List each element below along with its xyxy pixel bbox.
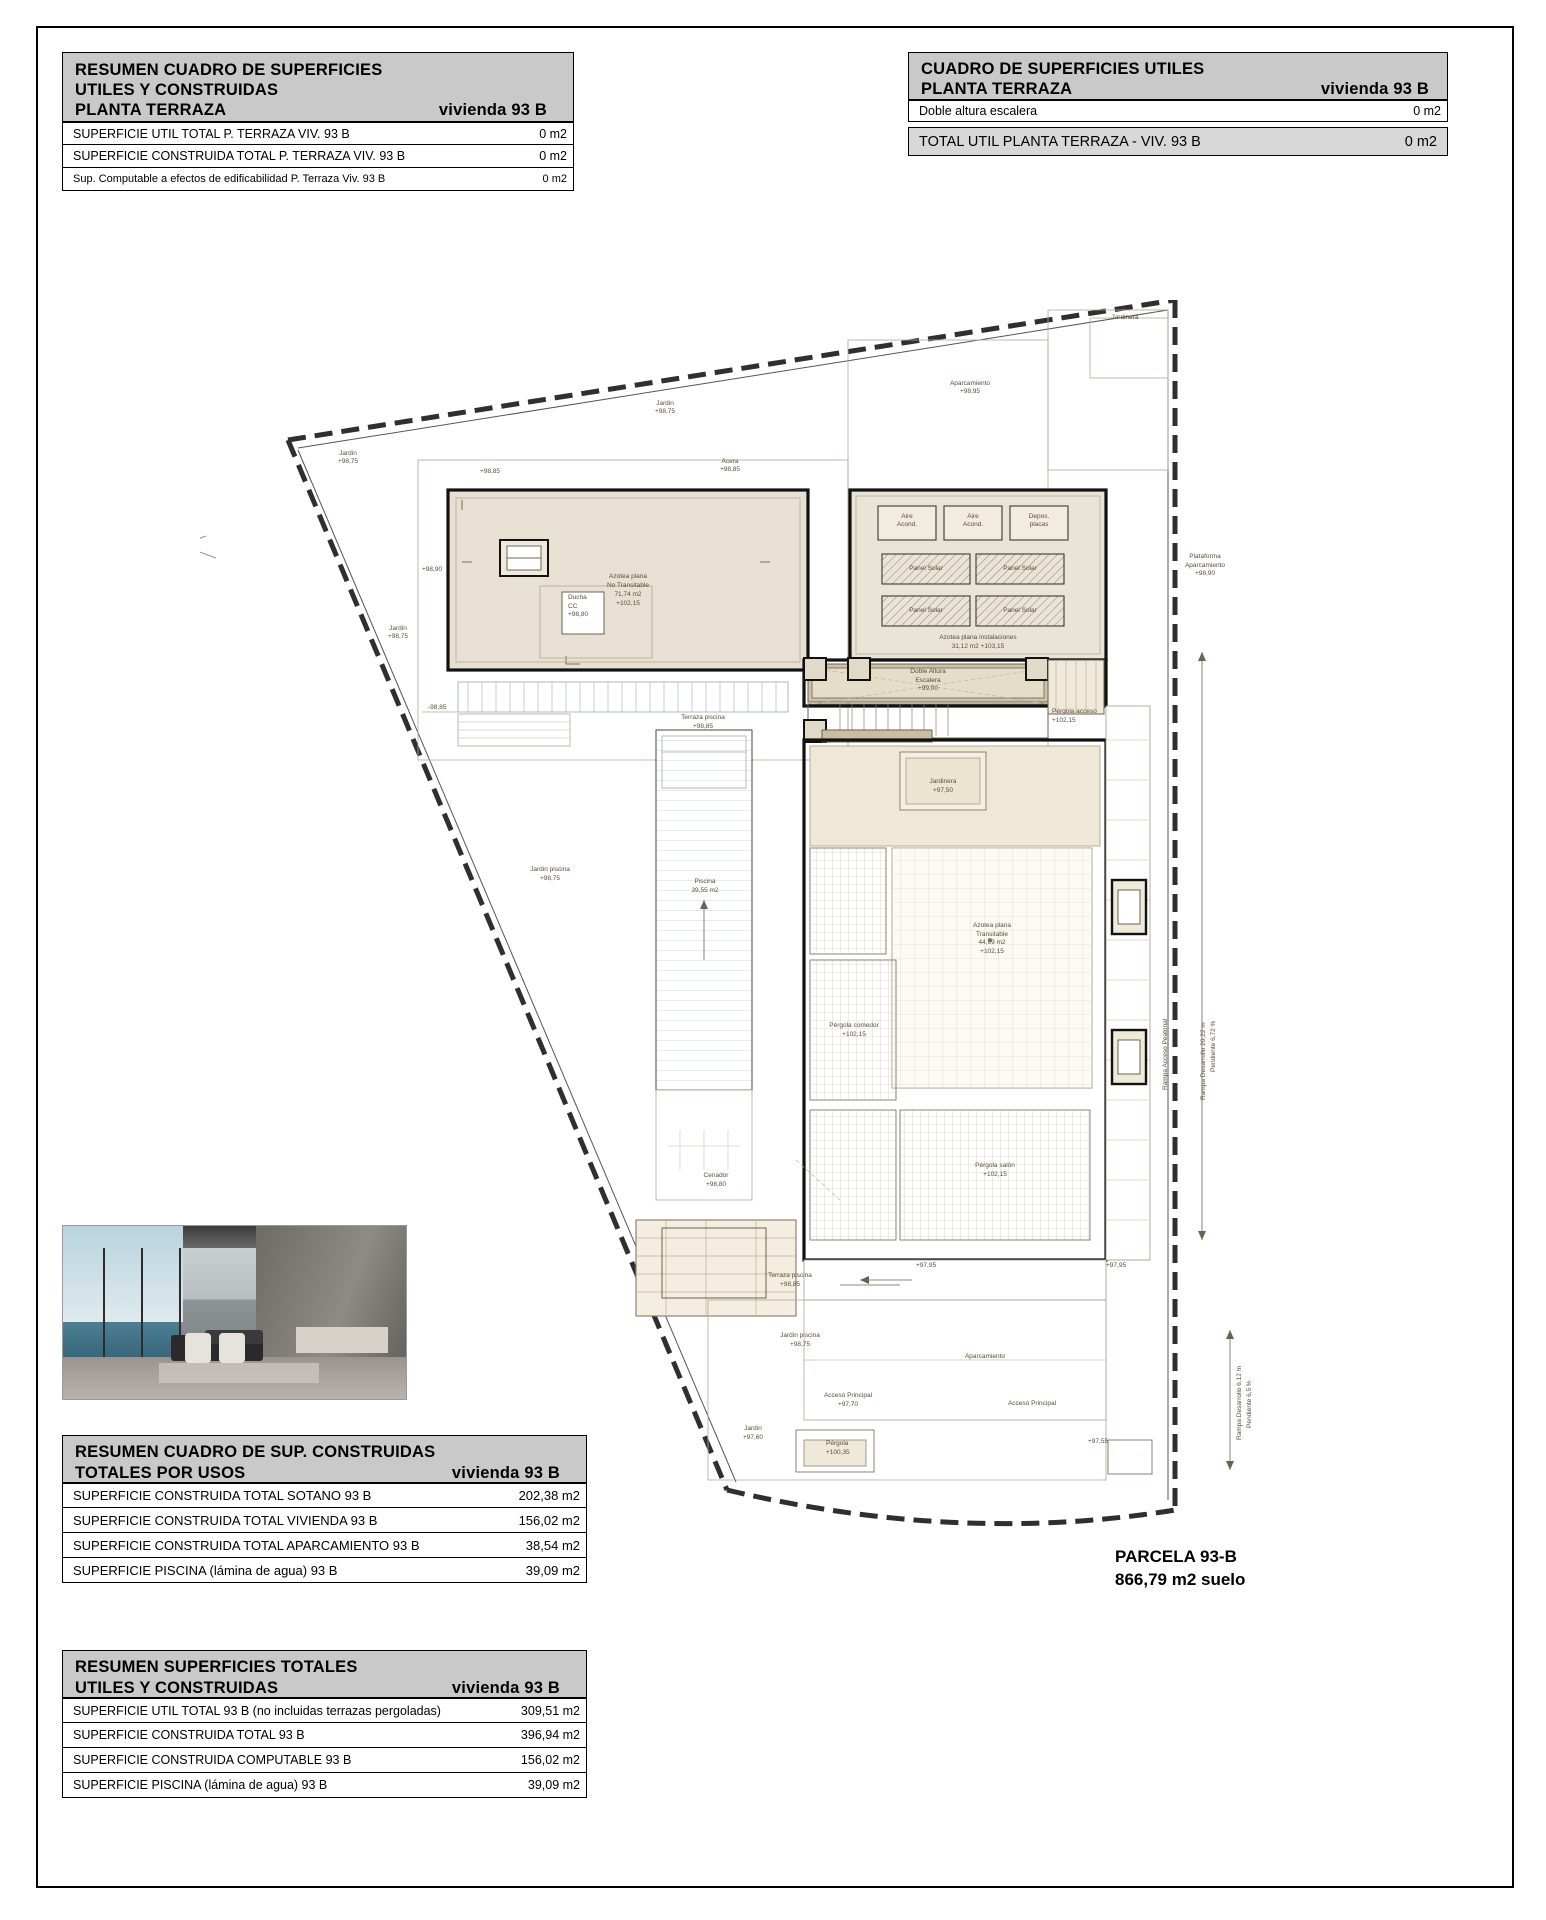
label-level-9755: +97,55: [1088, 1438, 1109, 1445]
label-jardin-top: Jardin +98,75: [654, 400, 676, 415]
label-level-9885-a: +98,85: [479, 468, 501, 475]
label-panel-solar-2: Panel Solar: [1003, 565, 1037, 572]
label-plataforma-aparcamiento: Plataforma Aparcamiento +98,90: [1184, 553, 1226, 577]
label-pendiente-1: Pendiente 6,72 %: [1210, 1020, 1217, 1072]
render-mullion: [141, 1248, 143, 1368]
label-level-9890: +98,90: [422, 566, 443, 573]
label-cenador: Cenador +98,80: [703, 1172, 729, 1188]
label-acera: Acera +98,85: [719, 458, 741, 473]
header-line-3-right: vivienda 93 B: [438, 101, 547, 119]
row-value: 202,38 m2: [518, 1488, 580, 1503]
row-value: 0 m2: [539, 126, 567, 141]
label-ducha: Ducha CC +98,80: [568, 594, 589, 618]
row-value: 309,51 m2: [520, 1703, 580, 1718]
label-jardin-left: Jardin +98,75: [337, 450, 359, 465]
row-value: 0 m2: [539, 149, 567, 163]
row-label: SUPERFICIE PISCINA (lámina de agua) 93 B: [73, 1562, 338, 1578]
label-panel-solar-4: Panel Solar: [1003, 607, 1037, 614]
site-plan-drawing: [200, 300, 1500, 1820]
header-line-2-right: vivienda 93 B: [451, 1679, 560, 1697]
row-value: 396,94 m2: [520, 1728, 580, 1742]
label-jardinera-top: Jardinera: [1111, 314, 1139, 321]
label-piscina: Piscina 39,55 m2: [691, 878, 719, 894]
label-rampa-acceso-peatonal: Rampa Acceso Peatonal: [1162, 1018, 1169, 1090]
row-label: SUPERFICIE UTIL TOTAL P. TERRAZA VIV. 93 B: [73, 126, 350, 141]
label-pergola-comedor: Pérgola comedor +102,15: [829, 1022, 879, 1038]
row-value: 156,02 m2: [518, 1512, 580, 1528]
row-value: 0 m2: [1413, 104, 1441, 118]
row-value: 39,09 m2: [527, 1778, 580, 1792]
row-value: 39,09 m2: [525, 1562, 580, 1578]
header-line-3: [75, 100, 565, 120]
header-line-2-left: TOTALES POR USOS: [75, 1464, 246, 1482]
table-cuadro-superficies-utiles: [908, 52, 1448, 156]
row-label: SUPERFICIE CONSTRUIDA TOTAL SOTANO 93 B: [73, 1488, 372, 1503]
row-label: SUPERFICIE CONSTRUIDA COMPUTABLE 93 B: [73, 1753, 352, 1767]
label-doble-altura-escalera: Doble Altura Escalera +99,00: [910, 668, 946, 692]
header-line-1: RESUMEN CUADRO DE SUP. CONSTRUIDAS: [75, 1443, 436, 1461]
label-level-9885-b: -98,85: [428, 704, 447, 711]
row-label: SUPERFICIE CONSTRUIDA TOTAL APARCAMIENTO 93 B: [73, 1537, 420, 1553]
label-pergola-salon: Pérgola salón +102,15: [975, 1162, 1015, 1178]
header-line-2: UTILES Y CONSTRUIDAS: [75, 81, 279, 99]
label-level-9795-a: +97,95: [916, 1262, 937, 1269]
header-line-3-left: PLANTA TERRAZA: [75, 101, 227, 119]
total-label: TOTAL UTIL PLANTA TERRAZA - VIV. 93 B: [919, 133, 1201, 150]
label-pendiente-2: Pendiente 6,5 %: [1246, 1380, 1253, 1428]
label-jardin-piscina-bottom: Jardin piscina +98,75: [780, 1332, 820, 1348]
parcela-note-line-1: PARCELA 93-B: [1115, 1547, 1237, 1566]
label-aire-acond-1: Aire Acond.: [896, 513, 918, 528]
row-label: SUPERFICIE CONSTRUIDA TOTAL 93 B: [73, 1728, 305, 1742]
header-line-2-right: vivienda 93 B: [1320, 80, 1429, 98]
label-aparcamiento-top: Aparcamiento +98,95: [949, 380, 991, 395]
render-mullion: [103, 1248, 105, 1368]
label-jardin-bottom: Jardin +97,60: [742, 1425, 764, 1441]
label-depos-placas: Depos. placas: [1028, 513, 1050, 528]
label-jardinera-mid: Jardinera +97,50: [929, 778, 957, 794]
label-terraza-piscina: Terraza piscina +98,85: [681, 714, 725, 730]
header-line-1: RESUMEN SUPERFICIES TOTALES: [75, 1658, 358, 1676]
row-label: SUPERFICIE PISCINA (lámina de agua) 93 B: [73, 1778, 328, 1792]
row-label: SUPERFICIE UTIL TOTAL 93 B (no incluidas terrazas pergoladas): [73, 1703, 441, 1718]
table-row: [62, 168, 574, 191]
label-pergola-acceso: Pérgola acceso +102,15: [1052, 708, 1097, 724]
table-row: [908, 100, 1448, 122]
label-azotea-transitable: Azotea plana Transitable 44,99 m2 +102,15: [973, 922, 1011, 955]
header-line-1: CUADRO DE SUPERFICIES UTILES: [921, 60, 1205, 78]
render-sky: [63, 1226, 183, 1322]
label-rampa-desarrollo-2: Rampa Desarrollo 6,12 m: [1236, 1365, 1243, 1440]
label-aire-acond-2: Aire Acond.: [962, 513, 984, 528]
row-label: SUPERFICIE CONSTRUIDA TOTAL VIVIENDA 93 B: [73, 1512, 378, 1528]
label-azotea-no-transitable: Azotea plana No Transitable 71,74 m2 +102,15: [607, 573, 649, 607]
label-rampa-desarrollo-1: Rampa Desarrollo 20,22 m: [1200, 1022, 1207, 1100]
header-line-2-left: UTILES Y CONSTRUIDAS: [75, 1679, 279, 1697]
header-line-2-right: vivienda 93 B: [451, 1464, 560, 1482]
label-azotea-instalaciones: Azotea plana instalaciones 31,12 m2 +103,15: [939, 634, 1017, 650]
label-acceso-principal-2: Acceso Principal: [1007, 1400, 1057, 1407]
label-jardin-piscina: Jardin piscina +98,75: [530, 866, 570, 882]
parcela-note-line-2: 866,79 m2 suelo: [1115, 1570, 1246, 1589]
row-label: Sup. Computable a efectos de edificabilidad P. Terraza Viv. 93 B: [73, 173, 386, 185]
row-value: 0 m2: [542, 173, 567, 185]
row-value: 38,54 m2: [525, 1537, 580, 1553]
label-panel-solar-1: Panel Solar: [909, 565, 943, 572]
table-resumen-planta-terraza: [62, 52, 574, 191]
label-terraza-piscina-bottom: Terraza piscina +98,85: [768, 1272, 812, 1288]
table-total-row: [908, 127, 1448, 156]
header-line-2: [921, 79, 1439, 99]
label-panel-solar-3: Panel Solar: [909, 607, 943, 614]
label-level-9795-b: +97,95: [1106, 1262, 1127, 1269]
row-label: Doble altura escalera: [919, 104, 1038, 118]
label-acceso-principal-1: Acceso Principal +97,70: [823, 1392, 873, 1408]
table-row: [62, 122, 574, 145]
header-line-2-left: PLANTA TERRAZA: [921, 80, 1073, 98]
total-value: 0 m2: [1404, 133, 1437, 150]
label-pergola-bottom: Pérgola +100,35: [826, 1440, 850, 1456]
label-aparcamiento-bottom: Aparcamiento: [964, 1353, 1006, 1360]
table-header: [908, 52, 1448, 100]
table-row: [62, 145, 574, 168]
header-line-1: RESUMEN CUADRO DE SUPERFICIES: [75, 61, 383, 79]
table-header: [62, 52, 574, 122]
plan-vector: [200, 300, 1500, 1820]
row-label: SUPERFICIE CONSTRUIDA TOTAL P. TERRAZA VIV. 93 B: [73, 149, 406, 163]
label-jardin-left-2: Jardin +98,75: [387, 625, 409, 640]
row-value: 156,02 m2: [520, 1753, 580, 1767]
